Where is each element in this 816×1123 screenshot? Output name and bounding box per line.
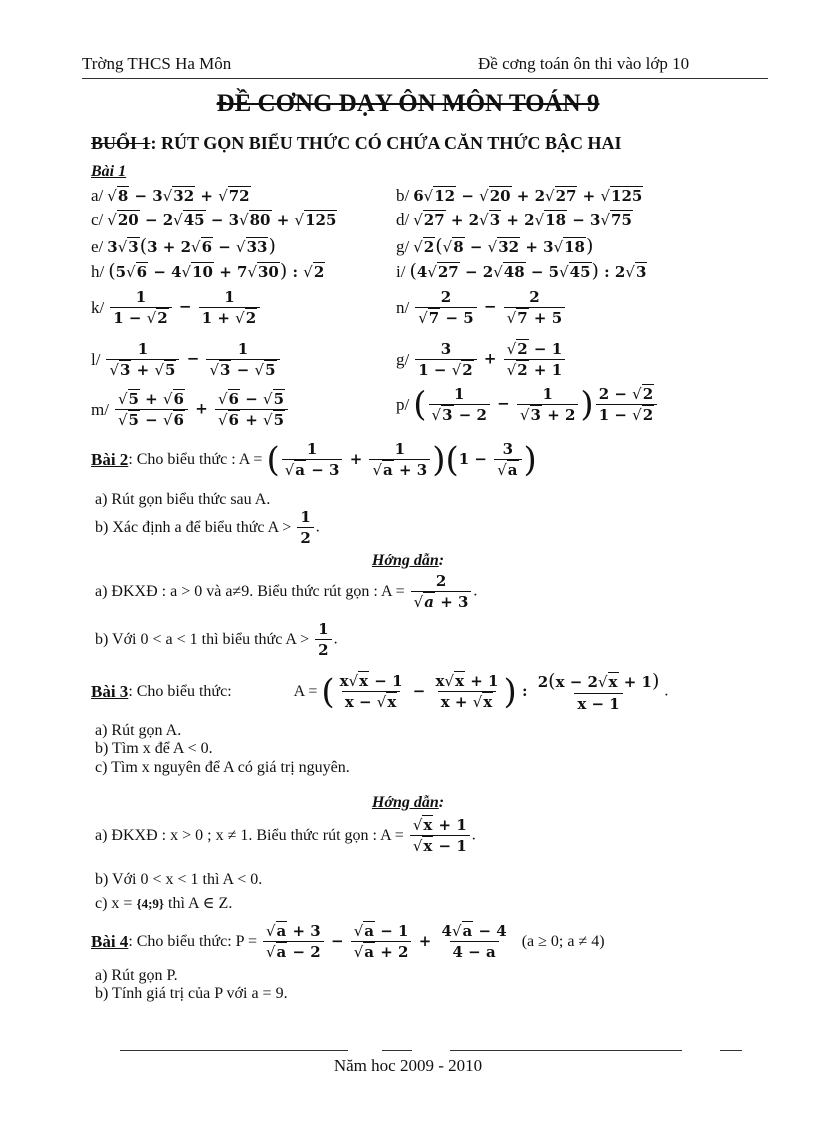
footer-school-year: Năm hoc 2009 - 2010	[333, 1056, 483, 1075]
session-topic: : RÚT GỌN BIỂU THỨC CÓ CHỨA CĂN THỨC BẬC HAI	[150, 133, 622, 153]
exercise-k: k/ $\frac{1}{1 - √2}$ − $\frac{1}{1 + √2}$	[91, 288, 262, 327]
bai3-question-a: a) Rút gọn A.	[95, 722, 182, 739]
bai2-answer-b: b) Với 0 < a < 1 thì biểu thức A > $\frac{1}{2}$ .	[95, 620, 338, 659]
bai3-guide: Hớng dẫn:	[371, 794, 445, 811]
header-rule	[82, 78, 768, 79]
bai1-heading: Bài 1	[91, 163, 127, 180]
exercise-b: b/ 6√12 − √20 + 2√27 + √125	[396, 186, 643, 205]
bai2-answer-a: a) ĐKXĐ : a > 0 và a≠9. Biểu thức rút gọn : A = $\frac{2}{√a + 3}$ .	[95, 572, 478, 611]
footer-rule-right	[720, 1050, 742, 1051]
exercise-h: h/ (5√6 − 4√10 + 7√30) : √2	[91, 260, 325, 282]
bai2-statement: Bài 2: Cho biểu thức : A = ( $\frac{1}{√a - 3}$ + $\frac{1}{√a + 3}$ )(1 − $\frac{3}{√a}$ )	[91, 439, 537, 480]
exercise-l: l/ $\frac{1}{√3 + √5}$ − $\frac{1}{√3 - √5}$	[91, 340, 282, 379]
exercise-d: d/ √27 + 2√3 + 2√18 − 3√75	[396, 210, 632, 229]
header-school: Trờng THCS Ha Môn	[82, 54, 232, 73]
bai3-statement: Bài 3: Cho biểu thức: A = ( $\frac{x√x - 1}{x - √x}$ − $\frac{x√x + 1}{x + √x}$ ) : $\frac{2(x - 2√x + 1)}{x - 1}$ .	[91, 670, 669, 713]
exercise-g1: g/ √2(√8 − √32 + 3√18)	[396, 235, 594, 257]
exercise-p: p/ ( $\frac{1}{√3 - 2}$ − $\frac{1}{√3 + 2}$ ) $\frac{2 - √2}{1 - √2}$	[396, 385, 659, 424]
bai4-question-b: b) Tính giá trị của P với a = 9.	[95, 985, 288, 1002]
exercise-e: e/ 3√3(3 + 2√6 − √33)	[91, 235, 276, 257]
exercise-a: a/ √8 − 3√32 + √72	[91, 186, 250, 205]
exercise-c: c/ √20 − 2√45 − 3√80 + √125	[91, 210, 337, 229]
exercise-g2: g/ $\frac{3}{1 - √2}$ + $\frac{√2 - 1}{√2 + 1}$	[396, 340, 567, 379]
exercise-n: n/ $\frac{2}{√7 - 5}$ − $\frac{2}{√7 + 5}$	[396, 288, 567, 327]
exercise-i: i/ (4√27 − 2√48 − 5√45) : 2√3	[396, 260, 647, 282]
bai2-guide: Hớng dẫn:	[371, 552, 445, 569]
exercise-m: m/ $\frac{√5 + √6}{√5 - √6}$ + $\frac{√6 - √5}{√6 + √5}$	[91, 390, 290, 429]
footer-rule-gap	[382, 1050, 412, 1051]
session-heading	[91, 133, 622, 154]
bai3-answer-c: c) x = {4;9} thì A ∈ Z.	[95, 895, 233, 912]
bai4-question-a: a) Rút gọn P.	[95, 967, 178, 984]
bai2-question-a: a) Rút gọn biểu thức sau A.	[95, 491, 271, 508]
footer-rule-left	[120, 1050, 348, 1051]
bai2-question-b: b) Xác định a để biểu thức A > $\frac{1}{2}$ .	[95, 508, 320, 547]
bai3-answer-a: a) ĐKXĐ : x > 0 ; x ≠ 1. Biểu thức rút gọn : A = $\frac{√x + 1}{√x - 1}$ .	[95, 816, 476, 855]
bai4-statement: Bài 4: Cho biểu thức: P = $\frac{√a + 3}{√a - 2}$ − $\frac{√a - 1}{√a + 2}$ + $\frac{4√a - 4}{4 - a}$ (a ≥ 0; a ≠ 4)	[91, 922, 605, 961]
header-course: Đề cơng toán ôn thi vào lớp 10	[478, 54, 690, 73]
bai3-answer-b: b) Với 0 < x < 1 thì A < 0.	[95, 871, 263, 888]
bai3-question-c: c) Tìm x nguyên để A có giá trị nguyên.	[95, 759, 350, 776]
footer-rule-mid	[450, 1050, 682, 1051]
page-title: ĐỀ CƠNG DẠY ÔN MÔN TOÁN 9	[216, 90, 600, 117]
bai3-question-b: b) Tìm x để A < 0.	[95, 740, 213, 757]
session-prefix: BUỔI 1	[91, 133, 151, 153]
